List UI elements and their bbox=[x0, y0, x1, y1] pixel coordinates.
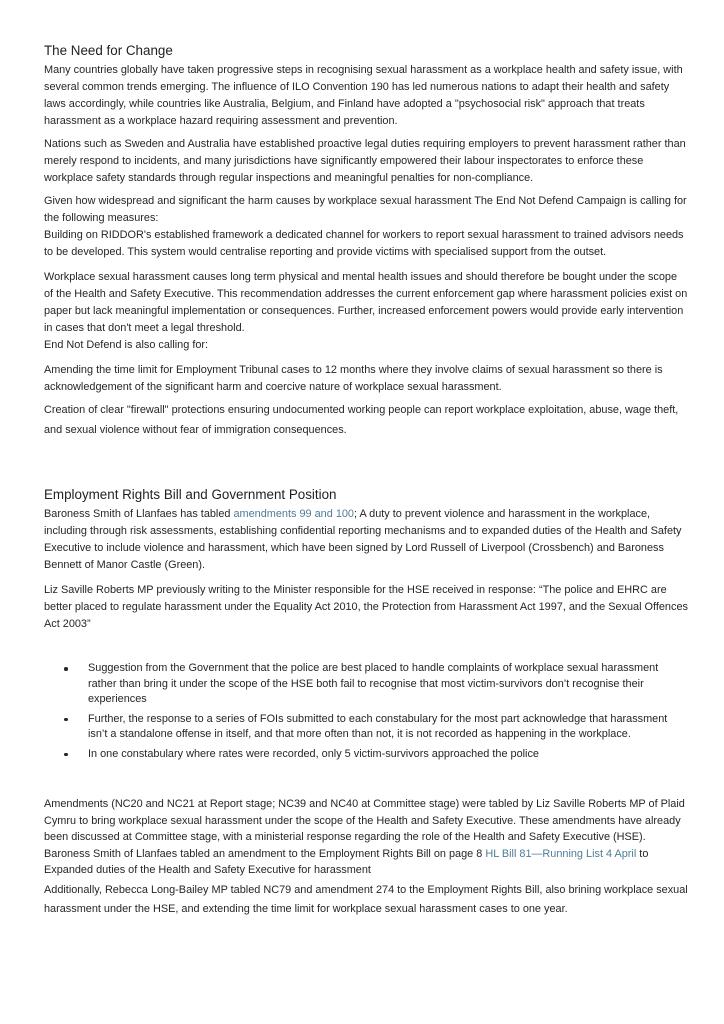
list-item bbox=[62, 712, 688, 743]
paragraph-firewall-protections: Creation of clear "firewall" protections ensuring undocumented working people can report workplace exploitation, abuse, wage theft, and sexual violence without fear of immigration consequences. bbox=[44, 404, 679, 436]
text-hl-bill-start: Baroness Smith of Llanfaes tabled an amendment to the Employment Rights Bill on page 8 bbox=[44, 847, 486, 860]
text-hl-bill-end: to Expanded duties of the Health and Safety Executive for harassment bbox=[44, 847, 649, 876]
section-heading-need-for-change: The Need for Change bbox=[44, 43, 173, 58]
list-item-text: Further, the response to a series of FOIs submitted to each constabulary for the most part acknowledge that harassment isn’t a standalone offense in itself, and that more often than not, it is not recorded as happening in the workplace. bbox=[88, 712, 668, 740]
paragraph-baroness-amendments bbox=[44, 506, 688, 574]
list-item-text: In one constabulary where rates were recorded, only 5 victim-survivors approached the police bbox=[88, 747, 539, 760]
paragraph-global-trends: Many countries globally have taken progressive steps in recognising sexual harassment as a workplace health and safety issue, with several common trends emerging. The influence of ILO Convention 190 has led numerous nations to adapt their health and safety laws accordingly, while countries like Australia, Belgium, and Finland have adopted a "psychosocial risk" approach that treats harassment as a workplace hazard requiring assessment and prevention. bbox=[44, 64, 683, 127]
paragraph-hse-scope: Workplace sexual harassment causes long term physical and mental health issues and should therefore be bought under the scope of the Health and Safety Executive. This recommendation addresses the current enforcement gap where harassment policies exist on paper but lack meaningful implementation or consequences. Further, increased enforcement powers would provide early intervention in cases that don't meet a legal threshold. bbox=[44, 271, 688, 334]
paragraph-long-bailey-amendments: Additionally, Rebecca Long-Bailey MP tabled NC79 and amendment 274 to the Employment Rights Bill, also brining workplace sexual harassment under the HSE, and extending the time limit for workplace sexual harassment cases to one year. bbox=[44, 883, 688, 915]
paragraph-hl-bill-amendment bbox=[44, 846, 688, 879]
text-baroness-amendments-end: ; A duty to prevent violence and harassment in the workplace, including through risk assessments, establishing confidential reporting mechanisms and to expanded duties of the Health and Safety Executive to include violence and harassment, which have been signed by Lord Russell of Liverpool (Crossbench) and Baroness Bennett of Manor Castle (Green). bbox=[44, 508, 682, 571]
document-page bbox=[44, 42, 688, 919]
section-heading-employment-rights-bill: Employment Rights Bill and Government Position bbox=[44, 487, 337, 502]
bullet-icon bbox=[64, 718, 68, 722]
paragraph-nc-amendments: Amendments (NC20 and NC21 at Report stage; NC39 and NC40 at Committee stage) were tabled by Liz Saville Roberts MP of Plaid Cymru to bring workplace sexual harassment under the scope of the Health and Safety Executive. These amendments have already been discussed at Committee stage, with a ministerial response regarding the role of the Health and Safety Executive (HSE). bbox=[44, 798, 685, 843]
amendments-99-100-link[interactable]: amendments 99 and 100 bbox=[233, 508, 354, 520]
paragraph-legal-duties: Nations such as Sweden and Australia have established proactive legal duties requiring employers to prevent harassment rather than merely respond to incidents, and many jurisdictions have significantly empowered their labour inspectorates to enforce these workplace safety standards through regular inspections and meaningful penalties for non-compliance. bbox=[44, 138, 686, 184]
bullet-list bbox=[62, 661, 688, 762]
text-baroness-amendments-start: Baroness Smith of Llanfaes has tabled bbox=[44, 508, 234, 520]
paragraph-campaign-measures-intro: Given how widespread and significant the harm causes by workplace sexual harassment The End Not Defend Campaign is calling for the following measures: bbox=[44, 195, 687, 224]
section-amendments bbox=[44, 796, 688, 919]
list-item bbox=[62, 747, 688, 763]
bullet-icon bbox=[64, 753, 68, 757]
section-employment-rights-bill bbox=[44, 486, 688, 762]
paragraph-minister-response: Liz Saville Roberts MP previously writing to the Minister responsible for the HSE received in response: “The police and EHRC are better placed to regulate harassment under the Equality Act 2010, the Protection from Harassment Act 1997, and the Sexual Offences Act 2003” bbox=[44, 584, 688, 630]
paragraph-tribunal-time-limit: Amending the time limit for Employment Tribunal cases to 12 months where they involve claims of sexual harassment so there is acknowledgement of the significant harm and coercive nature of workplace sexual harassment. bbox=[44, 364, 663, 393]
paragraph-riddor-channel: Building on RIDDOR's established framework a dedicated channel for workers to report sexual harassment to trained advisors needs to be developed. This system would centralise reporting and provide victims with specialised support from the outset. bbox=[44, 229, 684, 258]
list-item bbox=[62, 661, 688, 708]
list-item-text: Suggestion from the Government that the police are best placed to handle complaints of workplace sexual harassment rather than bring it under the scope of the HSE both fail to recognise that most victim-survivors don’t recognise their experiences bbox=[88, 662, 659, 705]
paragraph-also-calling-for: End Not Defend is also calling for: bbox=[44, 339, 209, 351]
hl-bill-81-link[interactable]: HL Bill 81—Running List 4 April bbox=[485, 847, 637, 860]
bullet-icon bbox=[64, 667, 68, 671]
